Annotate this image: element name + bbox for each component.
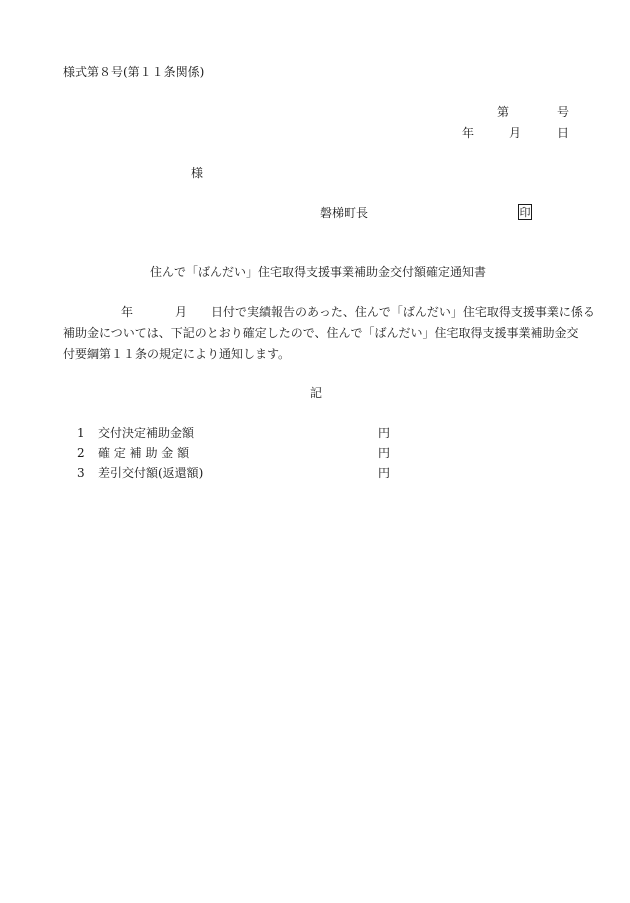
date-day: 日: [557, 126, 570, 140]
item-unit: 円: [378, 446, 391, 460]
item-number: 3: [77, 466, 85, 480]
item-number: 2: [77, 446, 85, 460]
addressee-suffix: 様: [191, 166, 204, 180]
issuer-title: 磐梯町長: [320, 206, 369, 220]
form-number: 様式第８号(第１１条関係): [63, 65, 205, 79]
item-label: 差引交付額(返還額): [98, 466, 204, 480]
body-month: 月: [175, 305, 188, 319]
body-line-2: 補助金については、下記のとおり確定したので、住んで「ばんだい」住宅取得支援事業補助金交: [63, 326, 579, 340]
ki-heading: 記: [310, 386, 323, 400]
document-title: 住んで「ばんだい」住宅取得支援事業補助金交付額確定通知書: [150, 265, 487, 279]
date-year: 年: [462, 126, 475, 140]
item-label: 確 定 補 助 金 額: [98, 446, 190, 460]
item-unit: 円: [378, 466, 391, 480]
date-month: 月: [509, 126, 522, 140]
item-number: 1: [77, 426, 85, 440]
body-year: 年: [121, 305, 134, 319]
item-label: 交付決定補助金額: [98, 426, 195, 440]
body-line-1-rest: 日付で実績報告のあった、住んで「ばんだい」住宅取得支援事業に係る: [211, 305, 595, 319]
body-line-1: [121, 306, 595, 318]
item-unit: 円: [378, 426, 391, 440]
doc-number-go: 号: [557, 105, 570, 119]
body-line-3: 付要綱第１１条の規定により通知します。: [63, 347, 291, 361]
seal-mark: 印: [519, 205, 531, 219]
doc-number-dai: 第: [497, 105, 510, 119]
